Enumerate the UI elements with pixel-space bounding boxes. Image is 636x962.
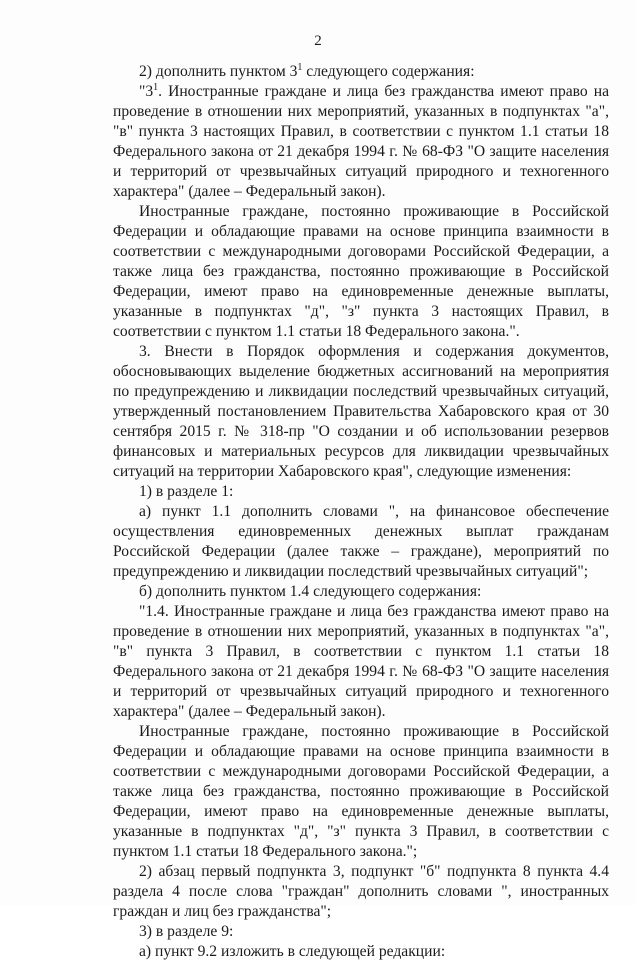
paragraph-foreign-citizens-payments: Иностранные граждане, постоянно проживающие в Российской Федерации и обладающие правами на основе принципа взаимности в соответствии с международными договорами Российской Федерации, а также лица без гражданства, постоянно проживающие в Российской Федерации, имеют право на единовременные денежные выплаты, указанные в подпунктах "д", "з" пункта 3 настоящих Правил, в соответствии с пунктом 1.1 статьи 18 Федерального закона.". (113, 203, 609, 340)
paragraph-point-3-1-text: "$3^1$. Иностранные граждане и лица без гражданства имеют право на проведение в отношении них мероприятий, указанных в подпунктах "а", "в" пункта 3 настоящих Правил, в соответствии с пунктом 1.1 статьи 18 Федерального закона от 21 декабря 1994 г. № 68-ФЗ "О защите населения и территорий от чрезвычайных ситуаций природного и техногенного характера" (далее – Федеральный закон). (113, 81, 609, 200)
paragraph-point-9-2-new-edition: а) пункт 9.2 изложить в следующей редакции: (139, 943, 446, 960)
page-number: 2 (314, 33, 322, 49)
paragraph-point-1-1-addition: а) пункт 1.1 дополнить словами ", на финансовое обеспечение осуществления единовременных денежных выплат гражданам Российской Федерации (далее также – граждане), мероприятий по предупреждению и ликвидации последствий чрезвычайных ситуаций"; (113, 503, 609, 580)
paragraph-in-section-1: 1) в разделе 1: (139, 483, 234, 500)
paragraph-subpoint-3-changes: 2) абзац первый подпункта 3, подпункт "б" подпункта 8 пункта 4.4 раздела 4 после слова "граждан" дополнить словами ", иностранных граждан и лиц без гражданства"; (113, 863, 609, 920)
paragraph-point-1-4-text: "1.4. Иностранные граждане и лица без гражданства имеют право на проведение в отношении них мероприятий, указанных в подпунктах "а", "в" пункта 3 Правил, в соответствии с пунктом 1.1 статьи 18 Федерального закона от 21 декабря 1994 г. № 68-ФЗ "О защите населения и территорий от чрезвычайных ситуаций природного и техногенного характера" (далее – Федеральный закон). (113, 603, 609, 720)
document-body (113, 62, 609, 962)
paragraph-foreign-citizens-payments-2: Иностранные граждане, постоянно проживающие в Российской Федерации и обладающие правами на основе принципа взаимности в соответствии с международными договорами Российской Федерации, а также лица без гражданства, постоянно проживающие в Российской Федерации, имеют право на единовременные денежные выплаты, указанные в подпунктах "д", "з" пункта 3 Правил, в соответствии с пунктом 1.1 статьи 18 Федерального закона."; (113, 723, 609, 860)
paragraph-in-section-9: 3) в разделе 9: (139, 923, 234, 940)
paragraph-add-point-1-4: б) дополнить пунктом 1.4 следующего содержания: (139, 583, 482, 600)
paragraph-section-3-changes: 3. Внести в Порядок оформления и содержания документов, обосновывающих выделение бюджетных ассигнований на мероприятия по предупреждению и ликвидации последствий чрезвычайных ситуаций, утвержденный постановлением Правительства Хабаровского края от 30 сентября 2015 г. № 318-пр "О создании и об использовании резервов финансовых и материальных ресурсов для ликвидации чрезвычайных ситуаций на территории Хабаровского края", следующие изменения: (113, 343, 609, 480)
paragraph-amend-point-3-1: 2) дополнить пунктом $3^1$ следующего содержания: (139, 61, 475, 80)
